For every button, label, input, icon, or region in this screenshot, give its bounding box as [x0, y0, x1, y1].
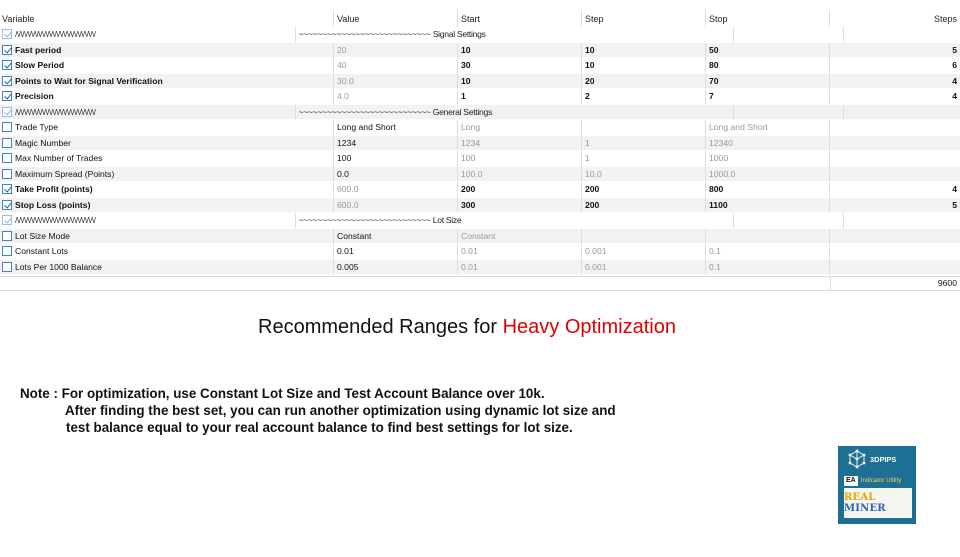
stop-cell[interactable]: 1100 [706, 198, 830, 214]
variable-cell [0, 74, 334, 90]
checkbox-icon[interactable] [2, 122, 12, 132]
section-label [296, 213, 735, 229]
value-cell[interactable]: 4.0 [334, 89, 458, 105]
checkbox-icon[interactable] [2, 107, 12, 117]
cube-network-icon [842, 448, 872, 472]
variable-cell [0, 43, 334, 59]
step-cell[interactable]: 10 [582, 43, 706, 59]
stop-cell[interactable]: 12340 [706, 136, 830, 152]
stop-cell[interactable] [706, 229, 830, 245]
value-cell[interactable]: 1234 [334, 136, 458, 152]
step-cell[interactable] [582, 229, 706, 245]
stop-cell[interactable]: 50 [706, 43, 830, 59]
table-header [0, 10, 960, 27]
stop-cell [734, 27, 844, 43]
logo-name [844, 492, 912, 514]
step-cell[interactable]: 2 [582, 89, 706, 105]
table-row[interactable] [0, 260, 960, 276]
variable-cell [0, 105, 296, 121]
start-cell[interactable]: Constant [458, 229, 582, 245]
logo-name-box [844, 488, 912, 518]
value-cell[interactable]: 20 [334, 43, 458, 59]
start-cell[interactable]: 10 [458, 43, 582, 59]
stop-cell[interactable]: 70 [706, 74, 830, 90]
variable-name: Precision [15, 91, 54, 102]
section-label [296, 105, 735, 121]
column-header-step[interactable]: Step [582, 10, 706, 27]
table-row[interactable] [0, 58, 960, 74]
step-cell[interactable]: 200 [582, 182, 706, 198]
steps-cell: 4 [830, 89, 960, 105]
table-row[interactable] [0, 167, 960, 183]
table-row[interactable] [0, 198, 960, 214]
section-label-text: ~~~~~~~~~~~~~~~~~~~~~~~~~~~~ Lot Size [298, 215, 462, 226]
steps-cell [830, 260, 960, 276]
logo-header [838, 446, 916, 474]
checkbox-icon[interactable] [2, 215, 12, 225]
value-cell[interactable]: 30.0 [334, 74, 458, 90]
variable-name: Stop Loss (points) [15, 199, 91, 210]
stop-cell[interactable]: 7 [706, 89, 830, 105]
column-header-start[interactable]: Start [458, 10, 582, 27]
total-steps-value: 9600 [937, 278, 957, 288]
section-label-text: ~~~~~~~~~~~~~~~~~~~~~~~~~~~~ General Settings [298, 106, 492, 117]
variable-cell [0, 182, 334, 198]
total-steps-bar [0, 276, 960, 291]
checkbox-icon[interactable] [2, 153, 12, 163]
variable-name: /\/\/\/\/\/\/\/\/\/\/\/\/\/\/\/\/\/\/\/\/\/\/ [15, 29, 96, 40]
step-cell[interactable]: 1 [582, 136, 706, 152]
variable-cell [0, 213, 296, 229]
value-cell[interactable]: Long and Short [334, 120, 458, 136]
value-cell[interactable]: 0.005 [334, 260, 458, 276]
steps-cell [830, 244, 960, 260]
title-prefix: Recommended Ranges for [258, 316, 503, 338]
variable-name: Trade Type [15, 122, 58, 133]
steps-cell [844, 27, 960, 43]
variable-cell [0, 151, 334, 167]
variable-cell [0, 260, 334, 276]
variable-name: Take Profit (points) [15, 184, 93, 195]
variable-name: Slow Period [15, 60, 65, 71]
logo-name-part-2: MINER [844, 503, 886, 514]
section-separator-row[interactable] [0, 27, 960, 43]
logo-tag-row [844, 476, 912, 486]
optimization-note [20, 385, 616, 436]
column-header-stop[interactable]: Stop [706, 10, 830, 27]
table-row[interactable] [0, 182, 960, 198]
checkbox-icon[interactable] [2, 45, 12, 55]
steps-cell: 5 [830, 43, 960, 59]
variable-cell [0, 167, 334, 183]
real-miner-logo [838, 446, 916, 524]
variable-name: Constant Lots [15, 246, 69, 257]
checkbox-icon[interactable] [2, 138, 12, 148]
optimization-parameters-table [0, 10, 960, 275]
step-cell[interactable]: 10.0 [582, 167, 706, 183]
start-cell[interactable]: 200 [458, 182, 582, 198]
variable-cell [0, 120, 334, 136]
steps-cell [830, 151, 960, 167]
stop-cell[interactable]: 1000 [706, 151, 830, 167]
variable-name: /\/\/\/\/\/\/\/\/\/\/\/\/\/\/\/\/\/\/\/\/\/\/ [15, 106, 96, 117]
logo-brand: 3DPIPS [870, 455, 897, 464]
stop-cell[interactable]: 800 [706, 182, 830, 198]
variable-name: Lots Per 1000 Balance [15, 261, 102, 272]
steps-cell: 4 [830, 182, 960, 198]
steps-cell [830, 136, 960, 152]
step-cell[interactable] [582, 120, 706, 136]
variable-name: Lot Size Mode [15, 230, 70, 241]
steps-cell [844, 213, 960, 229]
checkbox-icon[interactable] [2, 262, 12, 272]
stop-cell [734, 105, 844, 121]
table-row[interactable] [0, 151, 960, 167]
value-cell[interactable]: Constant [334, 229, 458, 245]
variable-cell [0, 58, 334, 74]
variable-cell [0, 198, 334, 214]
checkbox-icon[interactable] [2, 76, 12, 86]
variable-cell [0, 229, 334, 245]
checkbox-icon[interactable] [2, 91, 12, 101]
value-cell[interactable]: 0.01 [334, 244, 458, 260]
table-body [0, 27, 960, 275]
value-cell[interactable]: 40 [334, 58, 458, 74]
note-line-2: After finding the best set, you can run another optimization using dynamic lot size and [65, 403, 616, 418]
section-separator-row[interactable] [0, 105, 960, 121]
section-label [296, 27, 735, 43]
step-cell[interactable]: 0.001 [582, 260, 706, 276]
table-row[interactable] [0, 43, 960, 59]
value-cell[interactable]: 600.0 [334, 198, 458, 214]
steps-cell [830, 167, 960, 183]
stop-cell[interactable]: 80 [706, 58, 830, 74]
variable-name: Fast period [15, 44, 62, 55]
checkbox-icon[interactable] [2, 246, 12, 256]
start-cell[interactable]: 1 [458, 89, 582, 105]
page-title [0, 316, 934, 339]
start-cell[interactable]: 10 [458, 74, 582, 90]
logo-name-part-1: REAL [844, 492, 876, 503]
value-cell[interactable]: 100 [334, 151, 458, 167]
start-cell[interactable]: 100.0 [458, 167, 582, 183]
table-row[interactable] [0, 74, 960, 90]
checkbox-icon[interactable] [2, 169, 12, 179]
checkbox-icon[interactable] [2, 200, 12, 210]
variable-name: Magic Number [15, 137, 71, 148]
start-cell[interactable]: 1234 [458, 136, 582, 152]
start-cell[interactable]: 0.01 [458, 260, 582, 276]
step-cell[interactable]: 200 [582, 198, 706, 214]
step-cell[interactable]: 10 [582, 58, 706, 74]
start-cell[interactable]: 300 [458, 198, 582, 214]
title-highlight: Heavy Optimization [502, 316, 676, 338]
start-cell[interactable]: Long [458, 120, 582, 136]
column-header-variable[interactable]: Variable [0, 10, 334, 27]
table-row[interactable] [0, 136, 960, 152]
checkbox-icon[interactable] [2, 184, 12, 194]
variable-cell [0, 136, 334, 152]
variable-name: Maximum Spread (Points) [15, 168, 115, 179]
steps-cell [830, 120, 960, 136]
variable-cell [0, 244, 334, 260]
step-cell[interactable]: 0.001 [582, 244, 706, 260]
column-header-steps[interactable]: Steps [830, 10, 960, 27]
section-separator-row[interactable] [0, 213, 960, 229]
checkbox-icon[interactable] [2, 231, 12, 241]
variable-name: Max Number of Trades [15, 153, 103, 164]
total-divider [830, 277, 831, 291]
stop-cell[interactable]: 0.1 [706, 260, 830, 276]
steps-cell [830, 229, 960, 245]
logo-tagline: Indicator Utility [860, 477, 902, 484]
variable-cell [0, 27, 296, 43]
steps-cell: 4 [830, 74, 960, 90]
step-cell[interactable]: 1 [582, 151, 706, 167]
note-line-3: test balance equal to your real account balance to find best settings for lot size. [66, 420, 573, 435]
logo-ea-badge: EA [846, 477, 856, 484]
table-row[interactable] [0, 229, 960, 245]
checkbox-icon[interactable] [2, 60, 12, 70]
value-cell[interactable]: 0.0 [334, 167, 458, 183]
table-row[interactable] [0, 120, 960, 136]
start-cell[interactable]: 0.01 [458, 244, 582, 260]
value-cell[interactable]: 600.0 [334, 182, 458, 198]
stop-cell [734, 213, 844, 229]
start-cell[interactable]: 30 [458, 58, 582, 74]
stop-cell[interactable]: 1000.0 [706, 167, 830, 183]
step-cell[interactable]: 20 [582, 74, 706, 90]
variable-cell [0, 89, 334, 105]
steps-cell [844, 105, 960, 121]
table-row[interactable] [0, 244, 960, 260]
variable-name: Points to Wait for Signal Verification [15, 75, 163, 86]
stop-cell[interactable]: Long and Short [706, 120, 830, 136]
column-header-value[interactable]: Value [334, 10, 458, 27]
section-label-text: ~~~~~~~~~~~~~~~~~~~~~~~~~~~~ Signal Settings [298, 29, 486, 40]
table-row[interactable] [0, 89, 960, 105]
steps-cell: 6 [830, 58, 960, 74]
checkbox-icon[interactable] [2, 29, 12, 39]
variable-name: /\/\/\/\/\/\/\/\/\/\/\/\/\/\/\/\/\/\/\/\/\/\/ [15, 215, 96, 226]
note-line-1: Note : For optimization, use Constant Lot Size and Test Account Balance over 10k. [20, 386, 545, 401]
stop-cell[interactable]: 0.1 [706, 244, 830, 260]
steps-cell: 5 [830, 198, 960, 214]
start-cell[interactable]: 100 [458, 151, 582, 167]
